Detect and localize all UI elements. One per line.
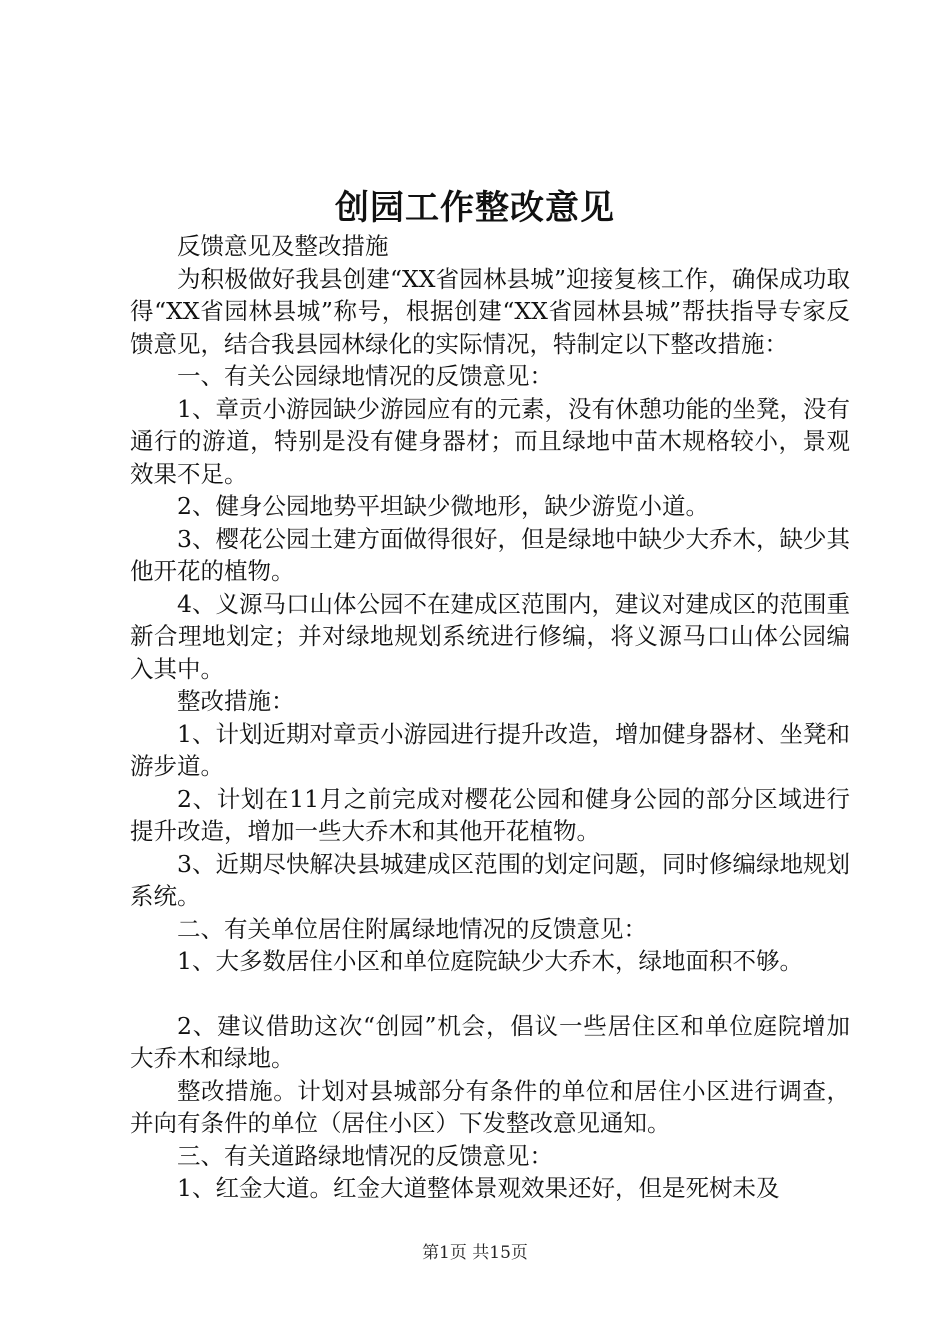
document-body [130, 230, 850, 1205]
section-heading: 整改措施： [177, 687, 295, 715]
page-number-footer: 第1页 共15页 [422, 1243, 528, 1263]
section-heading: 一、有关公园绿地情况的反馈意见： [177, 362, 553, 390]
paragraph: 1、计划近期对章贡小游园进行提升改造，增加健身器材、坐凳和游步道。 [130, 719, 850, 780]
paragraph: 反馈意见及整改措施 [177, 232, 389, 260]
paragraph: 2、健身公园地势平坦缺少微地形，缺少游览小道。 [177, 492, 709, 520]
document-title: 创园工作整改意见 [335, 188, 615, 228]
section-heading: 三、有关道路绿地情况的反馈意见： [177, 1141, 553, 1170]
paragraph: 2、建议借助这次“创园”机会，倡议一些居住区和单位庭院增加大乔木和绿地。 [130, 1011, 850, 1072]
paragraph: 1、大多数居住小区和单位庭院缺少大乔木，绿地面积不够。 [177, 947, 803, 975]
paragraph: 3、樱花公园土建方面做得很好，但是绿地中缺少大乔木，缺少其他开花的植物。 [130, 524, 850, 585]
paragraph: 4、义源马口山体公园不在建成区范围内，建议对建成区的范围重新合理地划定；并对绿地规划系统进行修编，将义源马口山体公园编入其中。 [130, 589, 850, 683]
paragraph: 2、计划在11月之前完成对樱花公园和健身公园的部分区域进行提升改造，增加一些大乔木和其他开花植物。 [130, 784, 850, 845]
paragraph: 1、红金大道。红金大道整体景观效果还好，但是死树未及 [177, 1174, 780, 1202]
paragraph: 整改措施。计划对县城部分有条件的单位和居住小区进行调查，并向有条件的单位（居住小区）下发整改意见通知。 [130, 1076, 850, 1137]
paragraph: 3、近期尽快解决县城建成区范围的划定问题，同时修编绿地规划系统。 [130, 849, 850, 910]
paragraph: 为积极做好我县创建“XX省园林县城”迎接复核工作，确保成功取得“XX省园林县城”称号，根据创建“XX省园林县城”帮扶指导专家反馈意见，结合我县园林绿化的实际情况，特制定以下整改措施： [130, 264, 850, 358]
section-heading: 二、有关单位居住附属绿地情况的反馈意见： [177, 914, 647, 943]
paragraph: 1、章贡小游园缺少游园应有的元素，没有休憩功能的坐凳，没有通行的游道，特别是没有健身器材；而且绿地中苗木规格较小，景观效果不足。 [130, 394, 850, 488]
